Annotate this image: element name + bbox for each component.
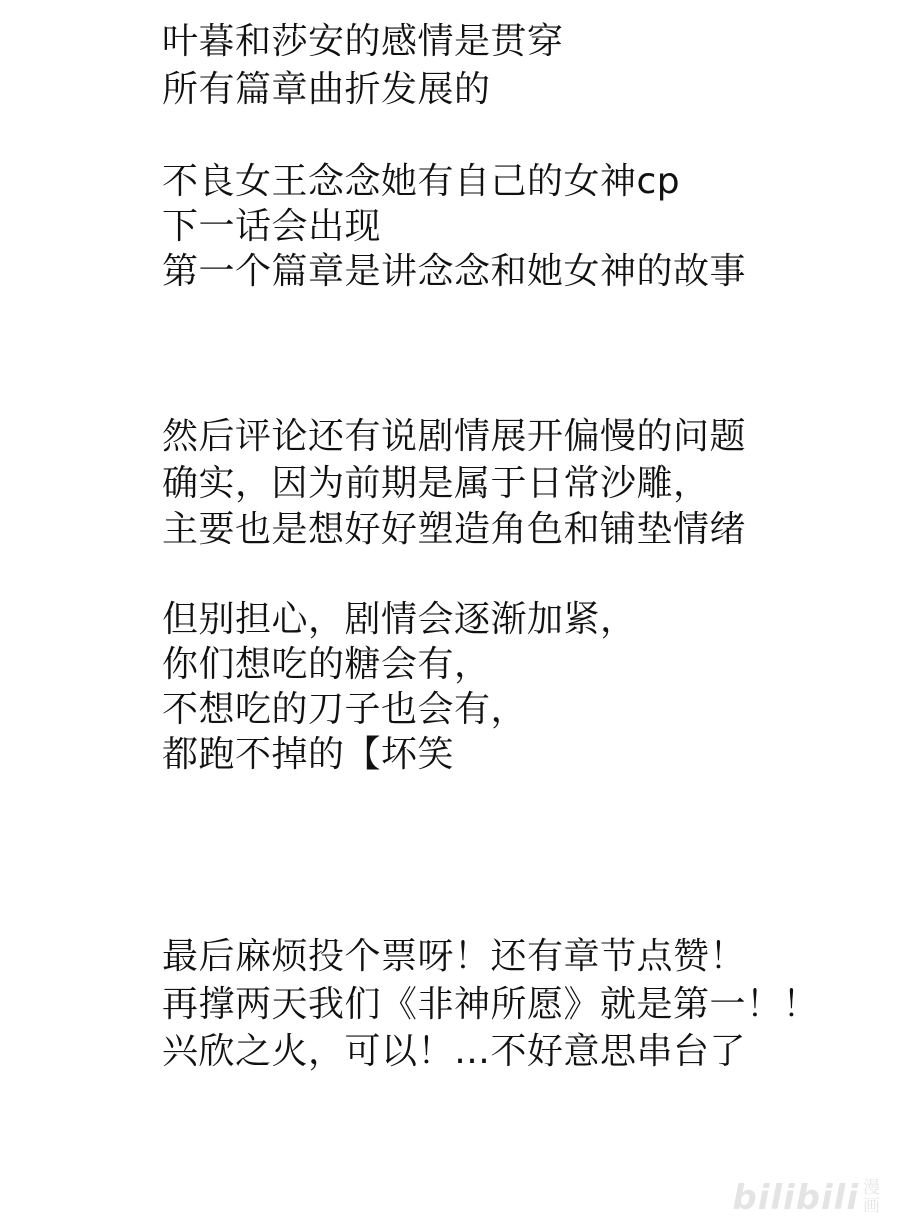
text-line: 最后麻烦投个票呀！还有章节点赞！ <box>162 936 747 977</box>
manhua-char-top: 漫 <box>863 1178 880 1198</box>
text-line: 但别担心，剧情会逐渐加紧， <box>162 599 637 640</box>
text-line: 第一个篇章是讲念念和她女神的故事 <box>162 251 747 292</box>
text-line: 然后评论还有说剧情展开偏慢的问题 <box>162 416 747 457</box>
bilibili-comics-watermark <box>732 1178 880 1218</box>
text-line: 兴欣之火，可以！…不好意思串台了 <box>162 1031 747 1072</box>
manhua-mark <box>863 1179 880 1215</box>
manhua-char-bottom: 画 <box>863 1196 880 1216</box>
text-line: 不良女王念念她有自己的女神cp <box>162 161 681 202</box>
text-line: 你们想吃的糖会有， <box>162 644 491 685</box>
text-line: 再撑两天我们《非神所愿》就是第一！！ <box>162 984 820 1025</box>
text-line: 叶暮和莎安的感情是贯穿 <box>162 21 564 62</box>
bilibili-logo-text: bilibili <box>732 1178 859 1218</box>
text-line: 不想吃的刀子也会有， <box>162 689 528 730</box>
text-line: 确实，因为前期是属于日常沙雕， <box>162 463 710 504</box>
text-line: 主要也是想好好塑造角色和铺垫情绪 <box>162 509 747 550</box>
text-line: 所有篇章曲折发展的 <box>162 69 491 110</box>
text-line: 下一话会出现 <box>162 206 382 247</box>
text-line: 都跑不掉的【坏笑 <box>162 734 455 775</box>
